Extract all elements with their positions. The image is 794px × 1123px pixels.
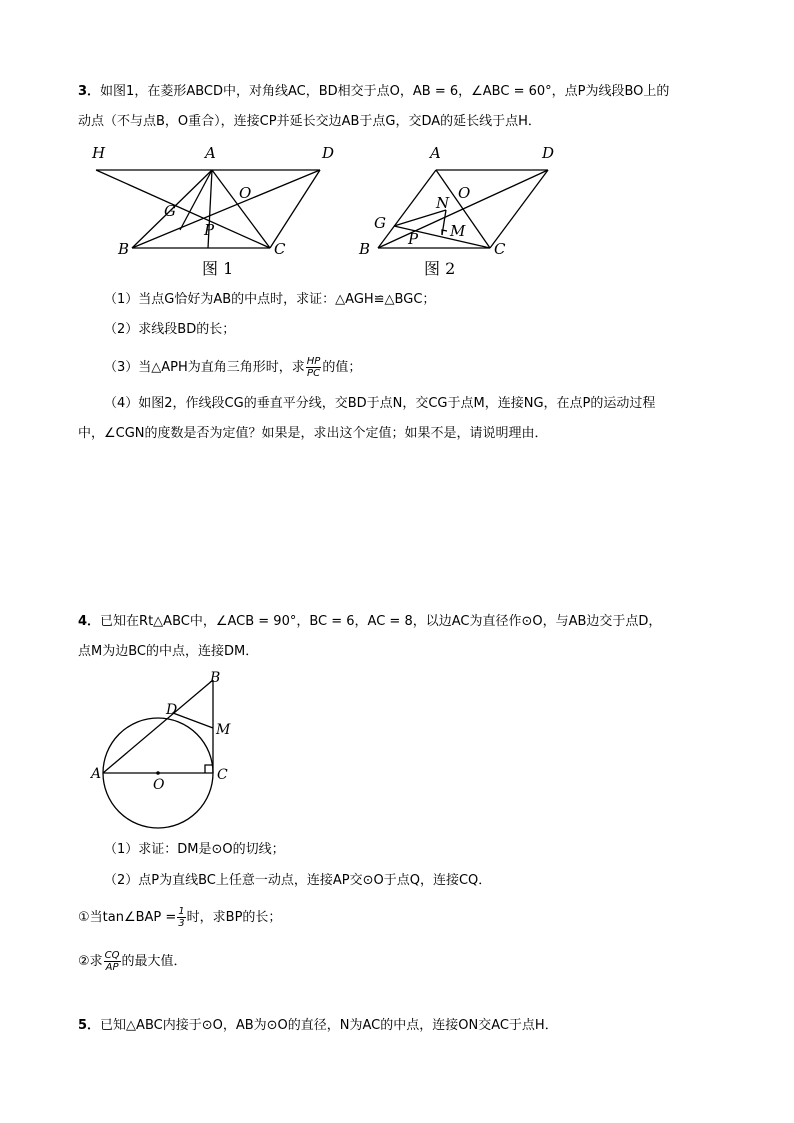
fig1-label-O: O: [239, 184, 252, 202]
q4-line1: [78, 612, 661, 632]
q4-sub1-denominator: 3: [178, 918, 185, 929]
fig1-caption: 图 1: [202, 259, 234, 278]
q3-line2: [78, 112, 541, 132]
fig2-caption: 图 2: [424, 259, 456, 278]
fig2-label-M: M: [450, 222, 466, 240]
q3-part2: （2）求线段BD的长；: [104, 322, 236, 337]
q4-label-A: A: [91, 766, 102, 782]
q4-sub1-fraction: [177, 906, 185, 929]
q4-number: 4．: [78, 614, 101, 629]
q4-sub1-post: 时，求BP的长；: [186, 910, 282, 925]
q3-part3-fraction: [306, 356, 322, 379]
fig1-label-C: C: [274, 240, 286, 258]
q5-line1: [78, 1016, 558, 1036]
q4-stem-line1: 已知在Rt△ABC中，∠ACB = 90°，BC = 6，AC = 8，以边AC为直径作⊙O，与AB边交于点D，: [100, 614, 662, 629]
q3-stem-line1: 如图1，在菱形ABCD中，对角线AC，BD相交于点O，AB = 6，∠ABC = 60°，点P为线段BO上的: [100, 84, 670, 99]
fig2-label-B: B: [359, 240, 371, 258]
q4-sub2-denominator: AP: [105, 962, 119, 973]
q4-sub2-numerator: CQ: [104, 950, 120, 961]
q3-stem-line2: 动点（不与点B，O重合），连接CP并延长交边AB于点G，交DA的延长线于点H．: [78, 114, 541, 129]
fig2-label-G: G: [374, 214, 386, 232]
q5-number: 5．: [78, 1018, 101, 1033]
q3-figure-2: [356, 140, 566, 280]
q4-sub2-fraction: [104, 950, 121, 973]
fig2-label-A: A: [430, 144, 441, 162]
q4-label-B: B: [210, 670, 221, 686]
q3-part3-pre: （3）当△APH为直角三角形时，求: [104, 360, 305, 375]
q5-stem-line1: 已知△ABC内接于⊙O，AB为⊙O的直径，N为AC的中点，连接ON交AC于点H．: [100, 1018, 558, 1033]
q3-part1: （1）当点G恰好为AB的中点时，求证：△AGH≌△BGC；: [104, 292, 436, 307]
q3-part3-post: 的值；: [322, 360, 362, 375]
q4-figure: [88, 668, 248, 840]
q3-part4-line2: 中，∠CGN的度数是否为定值？如果是，求出这个定值；如果不是，请说明理由．: [78, 426, 548, 441]
q4-part2: （2）点P为直线BC上任意一动点，连接AP交⊙O于点Q，连接CQ．: [104, 873, 492, 888]
q3-part3: [104, 356, 361, 379]
fig1-label-A: A: [205, 144, 216, 162]
q4-sub2-pre: ②求: [78, 954, 103, 969]
q4-label-O: O: [153, 777, 165, 793]
q4-label-D: D: [166, 702, 178, 718]
fig2-label-D: D: [542, 144, 555, 162]
q4-part1: （1）求证：DM是⊙O的切线；: [104, 842, 285, 857]
fig2-label-P: P: [408, 230, 419, 248]
q4-sub1-numerator: 1: [178, 906, 185, 917]
fig2-label-O: O: [458, 184, 471, 202]
q4-label-M: M: [216, 722, 231, 738]
fig1-label-B: B: [118, 240, 130, 258]
q3-part3-denominator: PC: [307, 368, 321, 379]
q4-line2: 点M为边BC的中点，连接DM．: [78, 644, 259, 659]
q4-sub1: [78, 906, 281, 929]
fig2-label-C: C: [494, 240, 506, 258]
fig1-label-D: D: [322, 144, 335, 162]
q4-sub2: [78, 950, 187, 973]
q3-part3-numerator: HP: [306, 356, 321, 367]
fig1-label-H: H: [92, 144, 106, 162]
q3-number: 3．: [78, 84, 101, 99]
q3-line1: [78, 82, 669, 102]
q3-part4-line1: （4）如图2，作线段CG的垂直平分线，交BD于点N，交CG于点M，连接NG，在点P的运动过程: [104, 396, 656, 411]
q3-figure-1: [88, 140, 356, 280]
fig1-label-P: P: [204, 221, 215, 239]
fig2-label-N: N: [436, 194, 450, 212]
q4-label-C: C: [217, 767, 228, 783]
q4-sub1-pre: ①当tan∠BAP =: [78, 910, 177, 925]
q4-sub2-post: 的最大值．: [121, 954, 187, 969]
fig1-label-G: G: [164, 202, 176, 220]
